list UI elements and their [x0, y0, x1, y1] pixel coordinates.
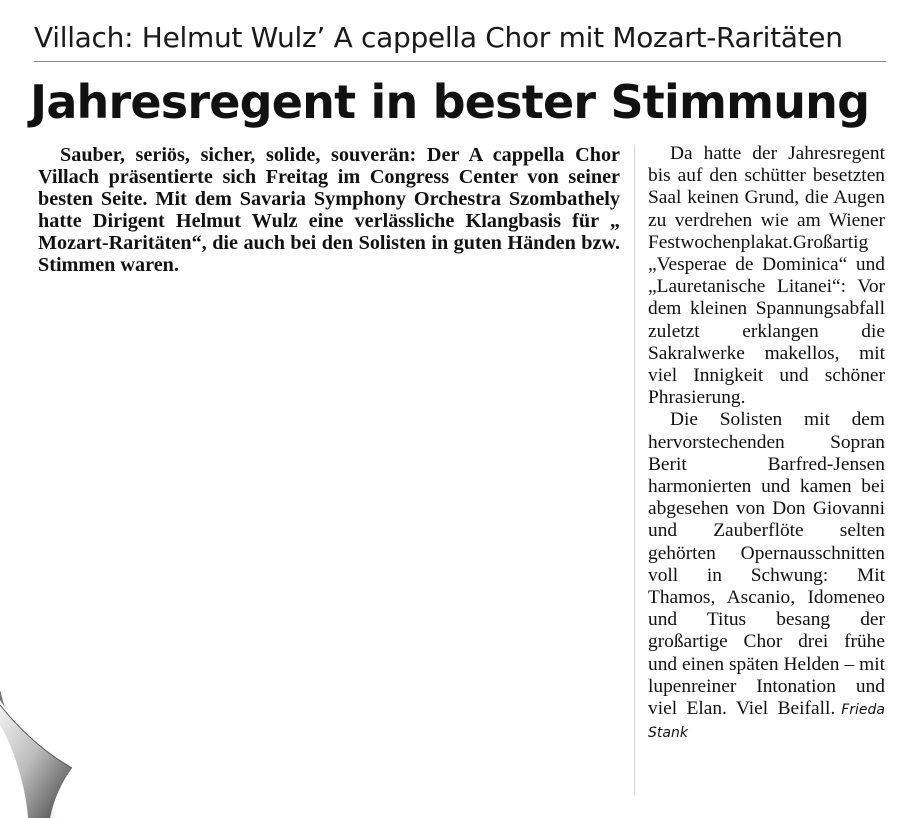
- body-paragraph-1: Da hatte der Jahresregent bis auf den schütter besetzten Saal keinen Grund, die Augen zu verdrehen wie am Wiener Festwochenplakat.Großartig „Vesperae de Dominica“ und „Lauretanische Litanei“: Vor dem kleinen Spannungsabfall zuletzt erklangen die Sakralwerke makellos, mit viel Innigkeit und schöner Phrasierung.: [648, 143, 885, 409]
- body-paragraph-2-text: Die Solisten mit dem hervorstechenden Sopran Berit Barfred-Jensen harmonierten und kamen bei abgesehen von Don Giovanni und Zauberflöte selten gehörten Opernausschnitten voll in Schwung: Mit Thamos, Ascanio, Idomeneo und Titus besang der großartige Chor drei frühe und einen späten Helden – mit lupenreiner Intonation und viel Elan. Viel Beifall.: [648, 409, 885, 720]
- headline: Jahresregent in bester Stimmung: [30, 75, 870, 129]
- kicker-line: Villach: Helmut Wulz’ A cappella Chor mit Mozart-Raritäten: [34, 21, 843, 54]
- author-byline: Frieda Stank: [648, 702, 885, 742]
- lead-text: Sauber, seriös, sicher, solide, souverän: Der A cappella Chor Villach präsentierte sich Freitag im Congress Center von seiner besten Seite. Mit dem Savaria Symphony Orchestra Szombathely hatte Dirigent Helmut Wulz eine verlässliche Klangbasis für „ Mozart-Raritäten“, die auch bei den Solisten in guten Händen bzw. Stimmen waren.: [38, 144, 620, 276]
